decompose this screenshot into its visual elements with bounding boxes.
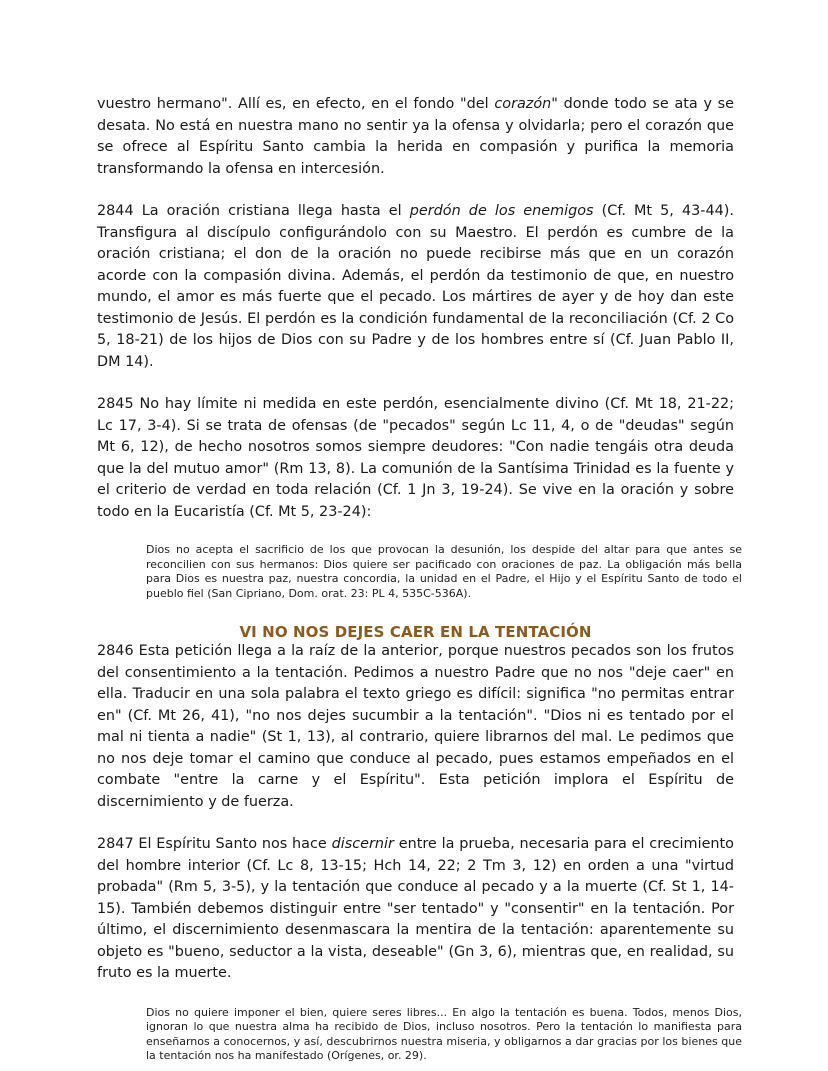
paragraph-2845: 2845 No hay límite ni medida en este perdón, esencialmente divino (Cf. Mt 18, 21-22; Lc 17, 3-4). Si se trata de ofensas (de "pecados" según Lc 11, 4, o de "deudas" según Mt 6, 12), de hecho nosotros somos siempre deudores: "Con nadie tengáis otra deuda que la del mutuo amor" (Rm 13, 8). La comunión de la Santísima Trinidad es la fuente y el criterio de verdad en toda relación (Cf. 1 Jn 3, 19-24). Se vive en la oración y sobre todo en la Eucaristía (Cf. Mt 5, 23-24): <box>97 396 734 520</box>
quote-san-cipriano: Dios no acepta el sacrificio de los que provocan la desunión, los despide del altar para que antes se reconcilien con sus hermanos: Dios quiere ser pacificado con oraciones de paz. La obligación más bella para Dios es nuestra paz, nuestra concordia, la unidad en el Padre, el Hijo y el Espíritu Santo de todo el pueblo fiel (San Cipriano, Dom. orat. 23: PL 4, 535C-536A). <box>146 543 742 600</box>
paragraph-2847 <box>97 834 734 985</box>
paragraph-2846: 2846 Esta petición llega a la raíz de la anterior, porque nuestros pecados son los frutos del consentimiento a la tentación. Pedimos a nuestro Padre que no nos "deje caer" en ella. Traducir en una sola palabra el texto griego es difícil: significa "no permitas entrar en" (Cf. Mt 26, 41), "no nos dejes sucumbir a la tentación". "Dios ni es tentado por el mal ni tienta a nadie" (St 1, 13), al contrario, quiere librarnos del mal. Le pedimos que no nos deje tomar el camino que conduce al pecado, pues estamos empeñados en el combate "entre la carne y el Espíritu". Esta petición implora el Espíritu de discernimiento y de fuerza. <box>97 643 734 810</box>
document-page <box>97 94 742 1064</box>
quote-origenes: Dios no quiere imponer el bien, quiere seres libres... En algo la tentación es buena. Todos, menos Dios, ignoran lo que nuestra alma ha recibido de Dios, incluso nosotros. Pero la tentación lo manifiesta para enseñarnos a conocernos, y así, descubrirnos nuestra miseria, y obligarnos a dar gracias por los bienes que la tentación nos ha manifestado (Orígenes, or. 29). <box>146 1005 742 1062</box>
paragraph-2844-emphasis: perdón de los enemigos <box>409 203 594 219</box>
section-heading: VI NO NOS DEJES CAER EN LA TENTACIÓN <box>239 623 592 641</box>
paragraph-2847-text-a: 2847 El Espíritu Santo nos hace <box>97 836 332 852</box>
paragraph-2844-text-b: (Cf. Mt 5, 43-44). Transfigura al discípulo configurándolo con su Maestro. El perdón es cumbre de la oración cristiana; el don de la oración no puede recibirse más que en un corazón acorde con la compasión divina. Además, el perdón da testimonio de que, en nuestro mundo, el amor es más fuerte que el pecado. Los mártires de ayer y de hoy dan este testimonio de Jesús. El perdón es la condición fundamental de la reconciliación (Cf. 2 Co 5, 18-21) de los hijos de Dios con su Padre y de los hombres entre sí (Cf. Juan Pablo II, DM 14). <box>97 203 734 370</box>
paragraph-intro-text-a: vuestro hermano". Allí es, en efecto, en el fondo "del <box>97 96 495 112</box>
paragraph-2847-emphasis: discernir <box>331 836 394 852</box>
paragraph-2844-text-a: 2844 La oración cristiana llega hasta el <box>97 203 410 219</box>
paragraph-intro-emphasis: corazón <box>494 96 552 112</box>
paragraph-intro <box>97 94 734 180</box>
paragraph-intro-text-b: " donde todo se ata y se desata. No está en nuestra mano no sentir ya la ofensa y olvidarla; pero el corazón que se ofrece al Espíritu Santo cambia la herida en compasión y purifica la memoria transformando la ofensa en intercesión. <box>97 96 734 177</box>
paragraph-2847-text-b: entre la prueba, necesaria para el crecimiento del hombre interior (Cf. Lc 8, 13-15; Hch 14, 22; 2 Tm 3, 12) en orden a una "virtud probada" (Rm 5, 3-5), y la tentación que conduce al pecado y a la muerte (Cf. St 1, 14-15). También debemos distinguir entre "ser tentado" y "consentir" en la tentación. Por último, el discernimiento desenmascara la mentira de la tentación: aparentemente su objeto es "bueno, seductor a la vista, deseable" (Gn 3, 6), mientras que, en realidad, su fruto es la muerte. <box>97 836 734 981</box>
paragraph-2844 <box>97 201 734 373</box>
